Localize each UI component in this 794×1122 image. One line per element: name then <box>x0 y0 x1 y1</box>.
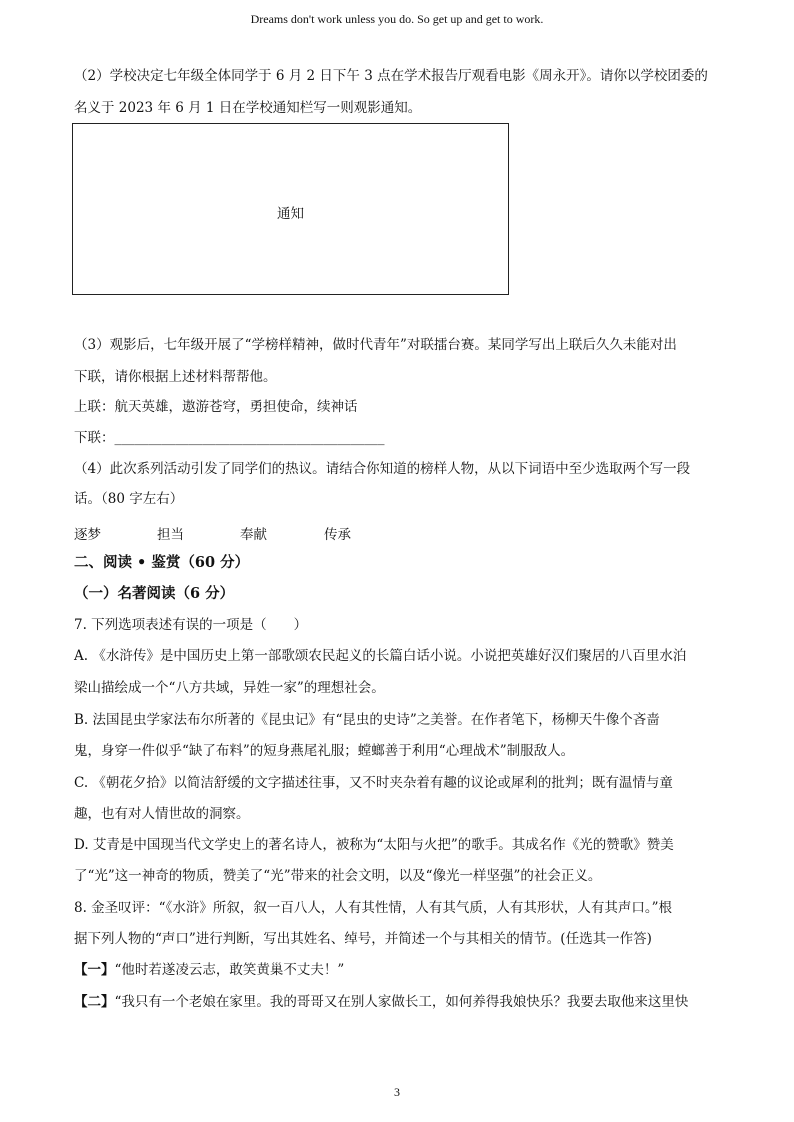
q7-option-b-line2: 鬼，身穿一件似乎“缺了布料”的短身燕尾礼服；螳螂善于利用“心理战术”制服敌人。 <box>74 743 575 759</box>
q8-line2: 据下列人物的“声口”进行判断，写出其姓名、绰号，并简述一个与其相关的情节。(任选其一作答) <box>74 931 652 947</box>
q8-item2 <box>74 993 688 1011</box>
word-option: 担当 <box>157 527 184 543</box>
page-header: Dreams don't work unless you do. So get up and get to work. <box>250 12 544 26</box>
q8-item1-text: “他时若遂凌云志，敢笑黄巢不丈夫！” <box>114 962 345 978</box>
q3-line2: 下联，请你根据上述材料帮帮他。 <box>74 369 277 385</box>
q3-upper-couplet: 上联：航天英雄，遨游苍穹，勇担使命，续神话 <box>74 399 358 415</box>
q7-option-b-line1: B. 法国昆虫学家法布尔所著的《昆虫记》有“昆虫的史诗”之美誉。在作者笔下，杨柳天牛像个吝啬 <box>74 712 660 728</box>
q3-lower-couplet: 下联：________________________________________ <box>74 430 385 446</box>
section-heading: 二、阅读 • 鉴赏（60 分） <box>74 554 250 571</box>
q8-item2-text: “我只有一个老娘在家里。我的哥哥又在别人家做长工，如何养得我娘快乐？我要去取他来这里快 <box>114 994 689 1010</box>
q8-item2-label: 【二】 <box>74 994 115 1010</box>
word-option: 逐梦 <box>74 527 101 543</box>
q4-line1: （4）此次系列活动引发了同学们的热议。请结合你知道的榜样人物，从以下词语中至少选取两个写一段 <box>74 461 691 477</box>
q7-option-a-line2: 梁山描绘成一个“八方共域，异姓一家”的理想社会。 <box>74 680 385 696</box>
word-option: 传承 <box>324 527 351 543</box>
subsection-heading: （一）名著阅读（6 分） <box>74 585 235 602</box>
q7-option-a-line1: A. 《水浒传》是中国历史上第一部歌颂农民起义的长篇白话小说。小说把英雄好汉们聚居的八百里水泊 <box>74 648 687 664</box>
q7-option-c-line2: 趣，也有对人情世故的洞察。 <box>74 806 250 822</box>
q2-line2: 名义于 2023 年 6 月 1 日在学校通知栏写一则观影通知。 <box>74 100 422 116</box>
q2-line1: （2）学校决定七年级全体同学于 6 月 2 日下午 3 点在学术报告厅观看电影《周永开》。请你以学校团委的 <box>74 68 708 84</box>
notice-answer-box <box>72 123 509 295</box>
q8-item1-label: 【一】 <box>74 962 115 978</box>
word-option: 奉献 <box>240 527 267 543</box>
q7-option-d-line2: 了“光”这一神奇的物质，赞美了“光”带来的社会文明，以及“像光一样坚强”的社会正义。 <box>74 868 602 884</box>
q7-option-c-line1: C. 《朝花夕拾》以简洁舒缓的文字描述往事，又不时夹杂着有趣的议论或犀利的批判；既有温情与童 <box>74 775 673 791</box>
q4-line2: 话。（80 字左右） <box>74 491 184 507</box>
q8-line1: 8. 金圣叹评：“《水浒》所叙，叙一百八人，人有其性情，人有其气质，人有其形状，人有其声口。”根 <box>74 900 672 916</box>
q3-line1: （3）观影后，七年级开展了“学榜样精神，做时代青年”对联擂台赛。某同学写出上联后久久未能对出 <box>74 337 677 353</box>
q8-item1 <box>74 961 344 979</box>
q7-stem: 7. 下列选项表述有误的一项是（ ） <box>74 617 308 633</box>
notice-box-title: 通知 <box>277 206 304 222</box>
q7-option-d-line1: D. 艾青是中国现当代文学史上的著名诗人，被称为“太阳与火把”的歌手。其成名作《光的赞歌》赞美 <box>74 837 674 853</box>
page-number: 3 <box>394 1085 400 1099</box>
